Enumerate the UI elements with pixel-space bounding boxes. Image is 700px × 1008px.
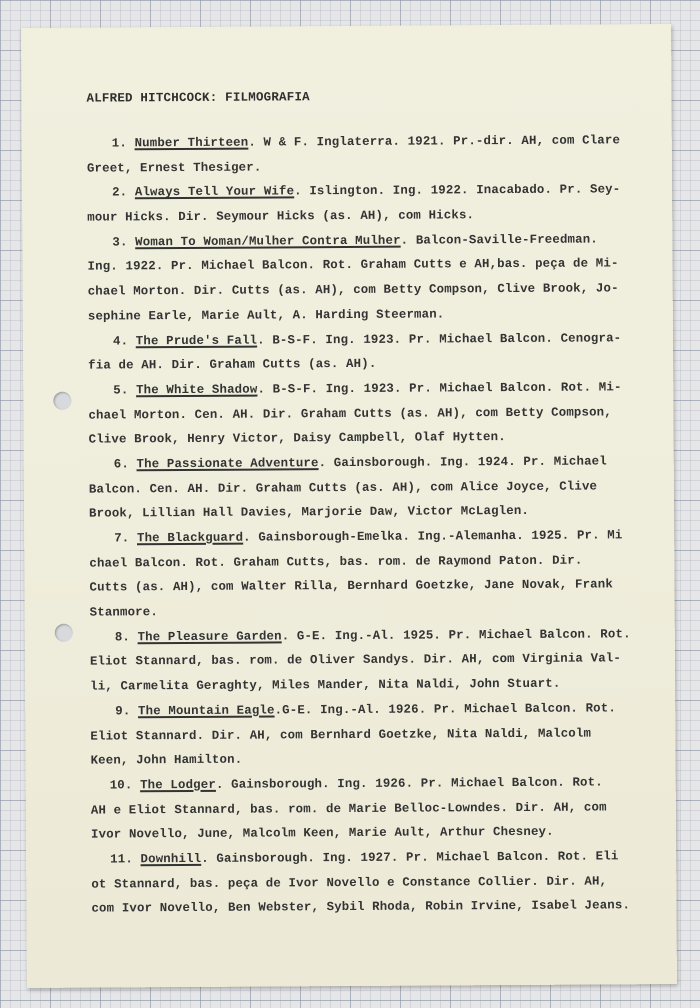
entry-text: . B-S-F. Ing. 1923. Pr. Michael Balcon. Cenogra- [257, 330, 622, 348]
film-entry [22, 177, 672, 230]
entry-text-line: chael Morton. Dir. Cutts (as. AH), com Betty Compson, Clive Brook, Jo- [87, 281, 619, 299]
film-entry [25, 696, 675, 774]
entry-text-line: AH e Eliot Stannard, bas. rom. de Marie Belloc-Lowndes. Dir. AH, com [90, 799, 607, 818]
entry-text: . G-E. Ing.-Al. 1925. Pr. Michael Balcon. Rot. [281, 627, 631, 644]
entry-text-line: com Ivor Novello, Ben Webster, Sybil Rhoda, Robin Irvine, Isabel Jeans. [91, 898, 631, 916]
entry-text-line: fia de AH. Dir. Graham Cutts (as. AH). [88, 357, 377, 373]
entry-first-line [25, 696, 675, 725]
film-title: Downhill [140, 851, 202, 867]
entry-number: 11. [110, 852, 133, 867]
entry-text: . Gainsborough. Ing. 1926. Pr. Michael Balcon. Rot. [215, 775, 603, 792]
film-entry [26, 844, 676, 922]
film-entry [22, 227, 673, 330]
entry-text-line: ot Stannard, bas. peça de Ivor Novello e Constance Collier. Dir. AH, [91, 874, 608, 892]
entry-text: . Gainsborough. Ing. 1927. Pr. Michael Balcon. Rot. Eli [201, 849, 619, 866]
film-entry [24, 523, 675, 626]
film-entry [22, 128, 672, 181]
entry-text-line: mour Hicks. Dir. Seymour Hicks (as. AH), com Hicks. [87, 208, 475, 225]
entry-text: . B-S-F. Ing. 1923. Pr. Michael Balcon. Rot. Mi- [257, 380, 622, 397]
entry-text-line: Keen, John Hamilton. [90, 752, 243, 768]
entry-number: 4. [112, 333, 129, 348]
entry-text-line: li, Carmelita Geraghty, Miles Mander, Nita Naldi, John Stuart. [90, 676, 561, 694]
entry-first-line [24, 523, 674, 552]
film-title: Woman To Woman/Mulher Contra Mulher [135, 233, 401, 250]
entry-number: 8. [114, 630, 131, 645]
entry-text-line: Cutts (as. AH), com Walter Rilla, Bernhard Goetzke, Jane Novak, Frank [89, 577, 613, 595]
entry-number: 5. [113, 383, 129, 398]
film-entry [25, 622, 675, 700]
entry-first-line [24, 449, 674, 478]
entry-text-line: Stanmore. [89, 605, 158, 620]
entry-text: . W & F. Inglaterra. 1921. Pr.-dir. AH, com Clare [248, 133, 621, 150]
typed-sheet [21, 24, 677, 988]
entry-text-line: chael Balcon. Rot. Graham Cutts, bas. rom. de Raymond Paton. Dir. [89, 553, 583, 571]
entry-text-line: Brook, Lillian Hall Davies, Marjorie Daw, Victor McLaglen. [89, 504, 530, 521]
entry-first-line [23, 375, 673, 404]
film-title: The Mountain Eagle [137, 703, 275, 719]
entry-number: 1. [111, 136, 127, 151]
filmography-list [22, 128, 677, 922]
entry-text: . Gainsborough. Ing. 1924. Pr. Michael [318, 454, 607, 471]
entry-text-line: Greet, Ernest Thesiger. [86, 160, 262, 176]
entry-first-line [22, 177, 672, 206]
film-title: The Passionate Adventure [136, 456, 319, 472]
film-title: The Blackguard [136, 530, 244, 546]
film-entry [26, 770, 676, 848]
film-entry [23, 375, 673, 453]
film-title: Always Tell Your Wife [134, 184, 295, 200]
document-title: ALFRED HITCHCOCK: FILMOGRAFIA [86, 90, 310, 106]
film-entry [23, 326, 673, 379]
entry-text-line: Clive Brook, Henry Victor, Daisy Campbell, Olaf Hytten. [88, 430, 506, 447]
entry-text: . Islington. Ing. 1922. Inacabado. Pr. Sey- [294, 182, 621, 199]
entry-first-line [26, 770, 676, 799]
entry-first-line [22, 128, 672, 157]
entry-first-line [23, 326, 673, 355]
entry-number: 3. [112, 235, 128, 250]
entry-number: 7. [114, 531, 130, 546]
film-title: The Lodger [140, 777, 216, 793]
entry-number: 2. [112, 185, 128, 200]
entry-text-line: Eliot Stannard, bas. rom. de Oliver Sandys. Dir. AH, com Virginia Val- [89, 651, 621, 670]
entry-text-line: Ing. 1922. Pr. Michael Balcon. Rot. Graham Cutts e AH,bas. peça de Mi- [87, 256, 619, 275]
entry-text-line: Balcon. Cen. AH. Dir. Graham Cutts (as. AH), com Alice Joyce, Clive [88, 479, 598, 497]
entry-text-line: Eliot Stannard. Dir. AH, com Bernhard Goetzke, Nita Naldi, Malcolm [90, 726, 592, 744]
entry-number: 6. [113, 457, 129, 472]
film-title: The Prude's Fall [135, 333, 258, 348]
entry-text-line: Ivor Novello, June, Malcolm Keen, Marie Ault, Arthur Chesney. [90, 825, 554, 842]
entry-number: 10. [109, 778, 133, 793]
film-title: The Pleasure Garden [137, 629, 282, 645]
entry-first-line [26, 844, 676, 873]
entry-number: 9. [115, 704, 131, 719]
entry-text-line: sephine Earle, Marie Ault, A. Harding Steerman. [87, 307, 445, 324]
entry-text-line: chael Morton. Cen. AH. Dir. Graham Cutts (as. AH), com Betty Compson, [88, 404, 612, 423]
film-title: The White Shadow [136, 382, 258, 398]
entry-text: . Balcon-Saville-Freedman. [400, 232, 598, 248]
film-title: Number Thirteen [134, 135, 249, 151]
entry-text: . Gainsborough-Emelka. Ing.-Alemanha. 1925. Pr. Mi [243, 528, 623, 545]
entry-text: .G-E. Ing.-Al. 1926. Pr. Michael Balcon. Rot. [274, 701, 616, 718]
film-entry [24, 449, 674, 527]
